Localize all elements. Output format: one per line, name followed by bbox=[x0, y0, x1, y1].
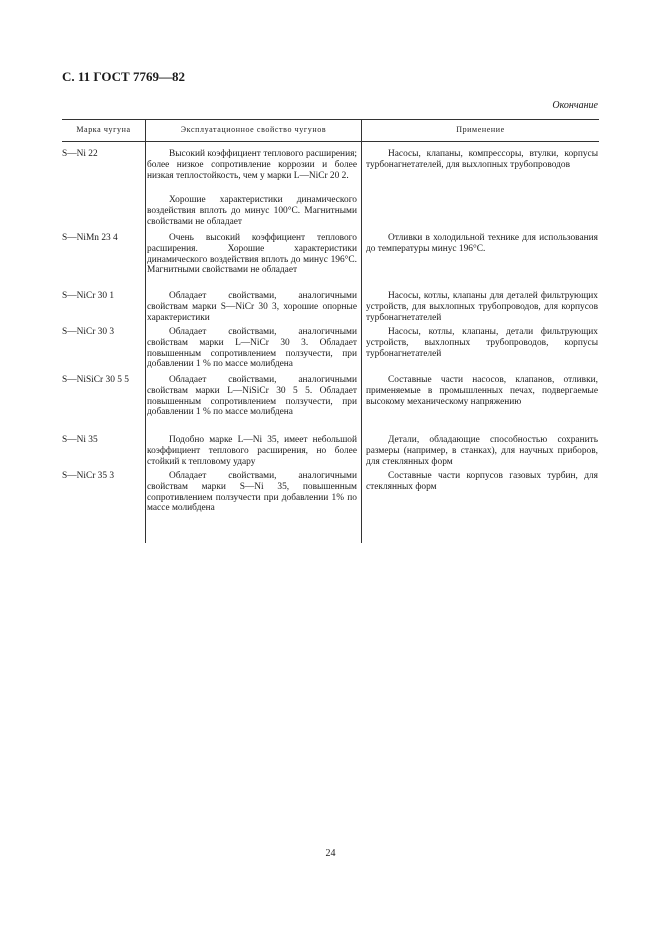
grade-cell: S—Ni 22 bbox=[62, 149, 98, 159]
property-cell: Обладает свойствами, аналогичными свойствам марки L—NiCr 30 3. Обладает повышенным сопротивлением ползучести, при добавлении 1 % по массе молибдена bbox=[147, 327, 357, 370]
application-cell: Составные части насосов, клапанов, отливки, применяемые в промышленных печах, подвергаемые высокому механическому напряжению bbox=[366, 375, 598, 407]
column-header-application: Применение bbox=[456, 125, 505, 134]
application-cell: Детали, обладающие способностью сохранить размеры (например, в станках), для научных приборов, для стеклянных форм bbox=[366, 435, 598, 467]
column-divider-1 bbox=[145, 119, 146, 543]
grade-cell: S—NiCr 30 1 bbox=[62, 291, 115, 301]
property-cell: Обладает свойствами, аналогичными свойствам марки L—NiSiCr 30 5 5. Обладает повышенным сопротивлением ползучести, при добавлении 1 % по массе молибдена bbox=[147, 375, 357, 418]
application-cell: Насосы, котлы, клапаны, детали фильтрующих устройств, выхлопных трубопроводов, корпусы турбонагнетателей bbox=[366, 327, 598, 359]
page-number: 24 bbox=[325, 848, 336, 859]
property-cell: Обладает свойствами, аналогичными свойствам марки S—NiCr 30 3, хорошие опорные характеристики bbox=[147, 291, 357, 323]
grade-cell: S—Ni 35 bbox=[62, 435, 98, 445]
application-cell: Насосы, котлы, клапаны для деталей фильтрующих устройств, для выхлопных трубопроводов, для корпусов турбонагнетателей bbox=[366, 291, 598, 323]
table-header-border bbox=[62, 141, 599, 142]
table-top-border bbox=[62, 119, 599, 120]
grade-cell: S—NiMn 23 4 bbox=[62, 233, 118, 243]
property-cell: Высокий коэффициент теплового расширения; более низкое сопротивление коррозии и более низкая теплостойкость, чем у марки L—NiCr 20 2. bbox=[147, 149, 357, 181]
column-header-property: Эксплуатационное свойство чугунов bbox=[180, 125, 327, 134]
property-cell: Обладает свойствами, аналогичными свойствам марки S—Ni 35, повышенным сопротивлением ползучести при добавлении 1% по массе молибдена bbox=[147, 471, 357, 514]
grades-table bbox=[62, 119, 599, 543]
continuation-label: Окончание bbox=[552, 100, 598, 111]
property-cell: Очень высокий коэффициент теплового расширения. Хорошие характеристики динамического воздействия вплоть до минус 196°С. Магнитными свойствами не обладает bbox=[147, 233, 357, 276]
column-divider-2 bbox=[361, 119, 362, 543]
grade-cell: S—NiSiCr 30 5 5 bbox=[62, 375, 129, 385]
property-cell: Подобно марке L—Ni 35, имеет небольшой коэффициент теплового расширения, но более стойкий к тепловому удару bbox=[147, 435, 357, 467]
application-cell: Отливки в холодильной технике для использования до температуры минус 196°С. bbox=[366, 233, 598, 254]
grade-cell: S—NiCr 30 3 bbox=[62, 327, 115, 337]
grade-cell: S—NiCr 35 3 bbox=[62, 471, 115, 481]
column-header-grade: Марка чугуна bbox=[76, 125, 131, 134]
application-cell: Составные части корпусов газовых турбин, для стеклянных форм bbox=[366, 471, 598, 492]
application-cell: Насосы, клапаны, компрессоры, втулки, корпусы турбонагнетателей, для выхлопных трубопроводов bbox=[366, 149, 598, 170]
document-header: С. 11 ГОСТ 7769—82 bbox=[62, 69, 185, 84]
property-cell-extra: Хорошие характеристики динамического воздействия вплоть до минус 100°С. Магнитными свойствами не обладает bbox=[147, 195, 357, 227]
